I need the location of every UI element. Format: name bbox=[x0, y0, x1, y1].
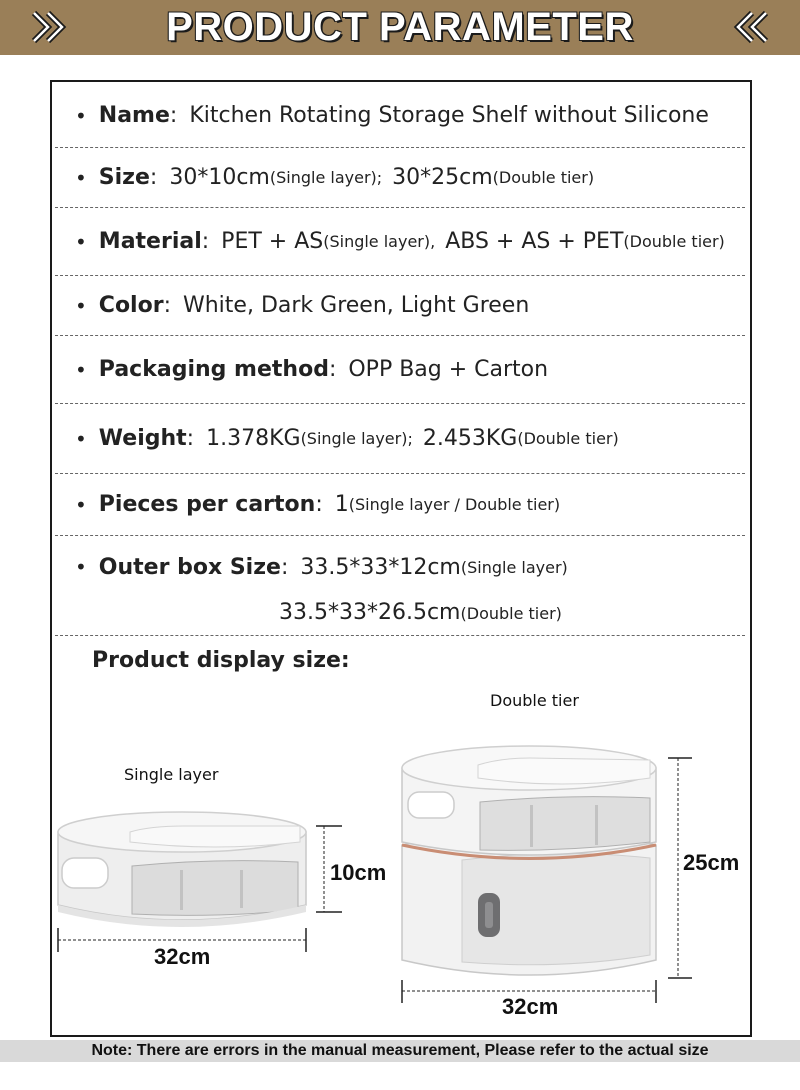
param-value-note: (Single layer), bbox=[323, 232, 436, 251]
bullet-icon: • bbox=[75, 357, 87, 382]
double-tier-caption: Double tier bbox=[490, 691, 579, 710]
param-row-material: • Material : PET + AS (Single layer), ABS + AS + PET (Double tier) bbox=[55, 208, 745, 276]
single-height-label: 10cm bbox=[330, 860, 387, 885]
param-value: 30*10cm bbox=[169, 165, 270, 190]
param-label: Outer box Size bbox=[98, 554, 281, 580]
bullet-icon: • bbox=[75, 293, 87, 318]
param-label: Packaging method bbox=[98, 357, 329, 382]
param-label: Weight bbox=[98, 426, 187, 451]
param-label: Color bbox=[98, 293, 164, 318]
param-row-color: • Color : White, Dark Green, Light Green bbox=[55, 276, 745, 336]
param-label: Material bbox=[98, 229, 202, 254]
param-value: 1.378KG bbox=[206, 426, 301, 451]
param-value-2: 33.5*33*26.5cm bbox=[279, 600, 461, 625]
param-row-outer-box: • Outer box Size : 33.5*33*12cm (Single layer) 33.5*33*26.5cm (Double tier) bbox=[55, 536, 745, 636]
bullet-icon: • bbox=[75, 426, 87, 451]
param-value: OPP Bag + Carton bbox=[348, 357, 549, 382]
param-row-name: • Name : Kitchen Rotating Storage Shelf without Silicone bbox=[55, 84, 745, 148]
double-height-label: 25cm bbox=[683, 850, 740, 875]
param-value-2-note: (Double tier) bbox=[460, 604, 562, 623]
param-value: 1 bbox=[334, 492, 349, 517]
param-value-note: (Single layer / Double tier) bbox=[348, 495, 561, 514]
bullet-icon: • bbox=[75, 229, 87, 254]
param-row-packaging: • Packaging method : OPP Bag + Carton bbox=[55, 336, 745, 404]
param-value-2: 30*25cm bbox=[392, 165, 493, 190]
single-layer-caption: Single layer bbox=[124, 765, 219, 784]
param-label: Name bbox=[98, 103, 170, 128]
param-value-2: ABS + AS + PET bbox=[445, 229, 624, 254]
display-title: Product display size: bbox=[92, 648, 350, 673]
param-label: Size bbox=[98, 165, 150, 190]
double-width-label: 32cm bbox=[502, 994, 559, 1019]
footer-note: Note: There are errors in the manual measurement, Please refer to the actual size bbox=[91, 1042, 709, 1059]
param-value-2-note: (Double tier) bbox=[517, 429, 619, 448]
bullet-icon: • bbox=[75, 555, 87, 579]
param-value-2-note: (Double tier) bbox=[492, 168, 595, 187]
param-value: PET + AS bbox=[221, 229, 324, 254]
param-row-pieces: • Pieces per carton : 1 (Single layer / Double tier) bbox=[55, 474, 745, 536]
param-value: Kitchen Rotating Storage Shelf without Silicone bbox=[189, 103, 709, 128]
param-row-weight: • Weight : 1.378KG (Single layer); 2.453KG (Double tier) bbox=[55, 404, 745, 474]
param-value: 33.5*33*12cm bbox=[300, 554, 461, 580]
param-value-2-note: (Double tier) bbox=[623, 232, 725, 251]
single-width-label: 32cm bbox=[154, 944, 211, 969]
bullet-icon: • bbox=[75, 492, 87, 517]
page-title: PRODUCT PARAMETER bbox=[166, 5, 634, 49]
param-value-note: (Single layer) bbox=[460, 557, 568, 577]
param-row-size: • Size : 30*10cm (Single layer); 30*25cm (Double tier) bbox=[55, 148, 745, 208]
bullet-icon: • bbox=[75, 165, 87, 190]
param-value-note: (Single layer); bbox=[269, 168, 383, 187]
param-value-note: (Single layer); bbox=[300, 429, 413, 448]
param-value: White, Dark Green, Light Green bbox=[182, 293, 530, 318]
param-value-2: 2.453KG bbox=[422, 426, 518, 451]
bullet-icon: • bbox=[75, 103, 87, 128]
param-label: Pieces per carton bbox=[98, 492, 316, 517]
